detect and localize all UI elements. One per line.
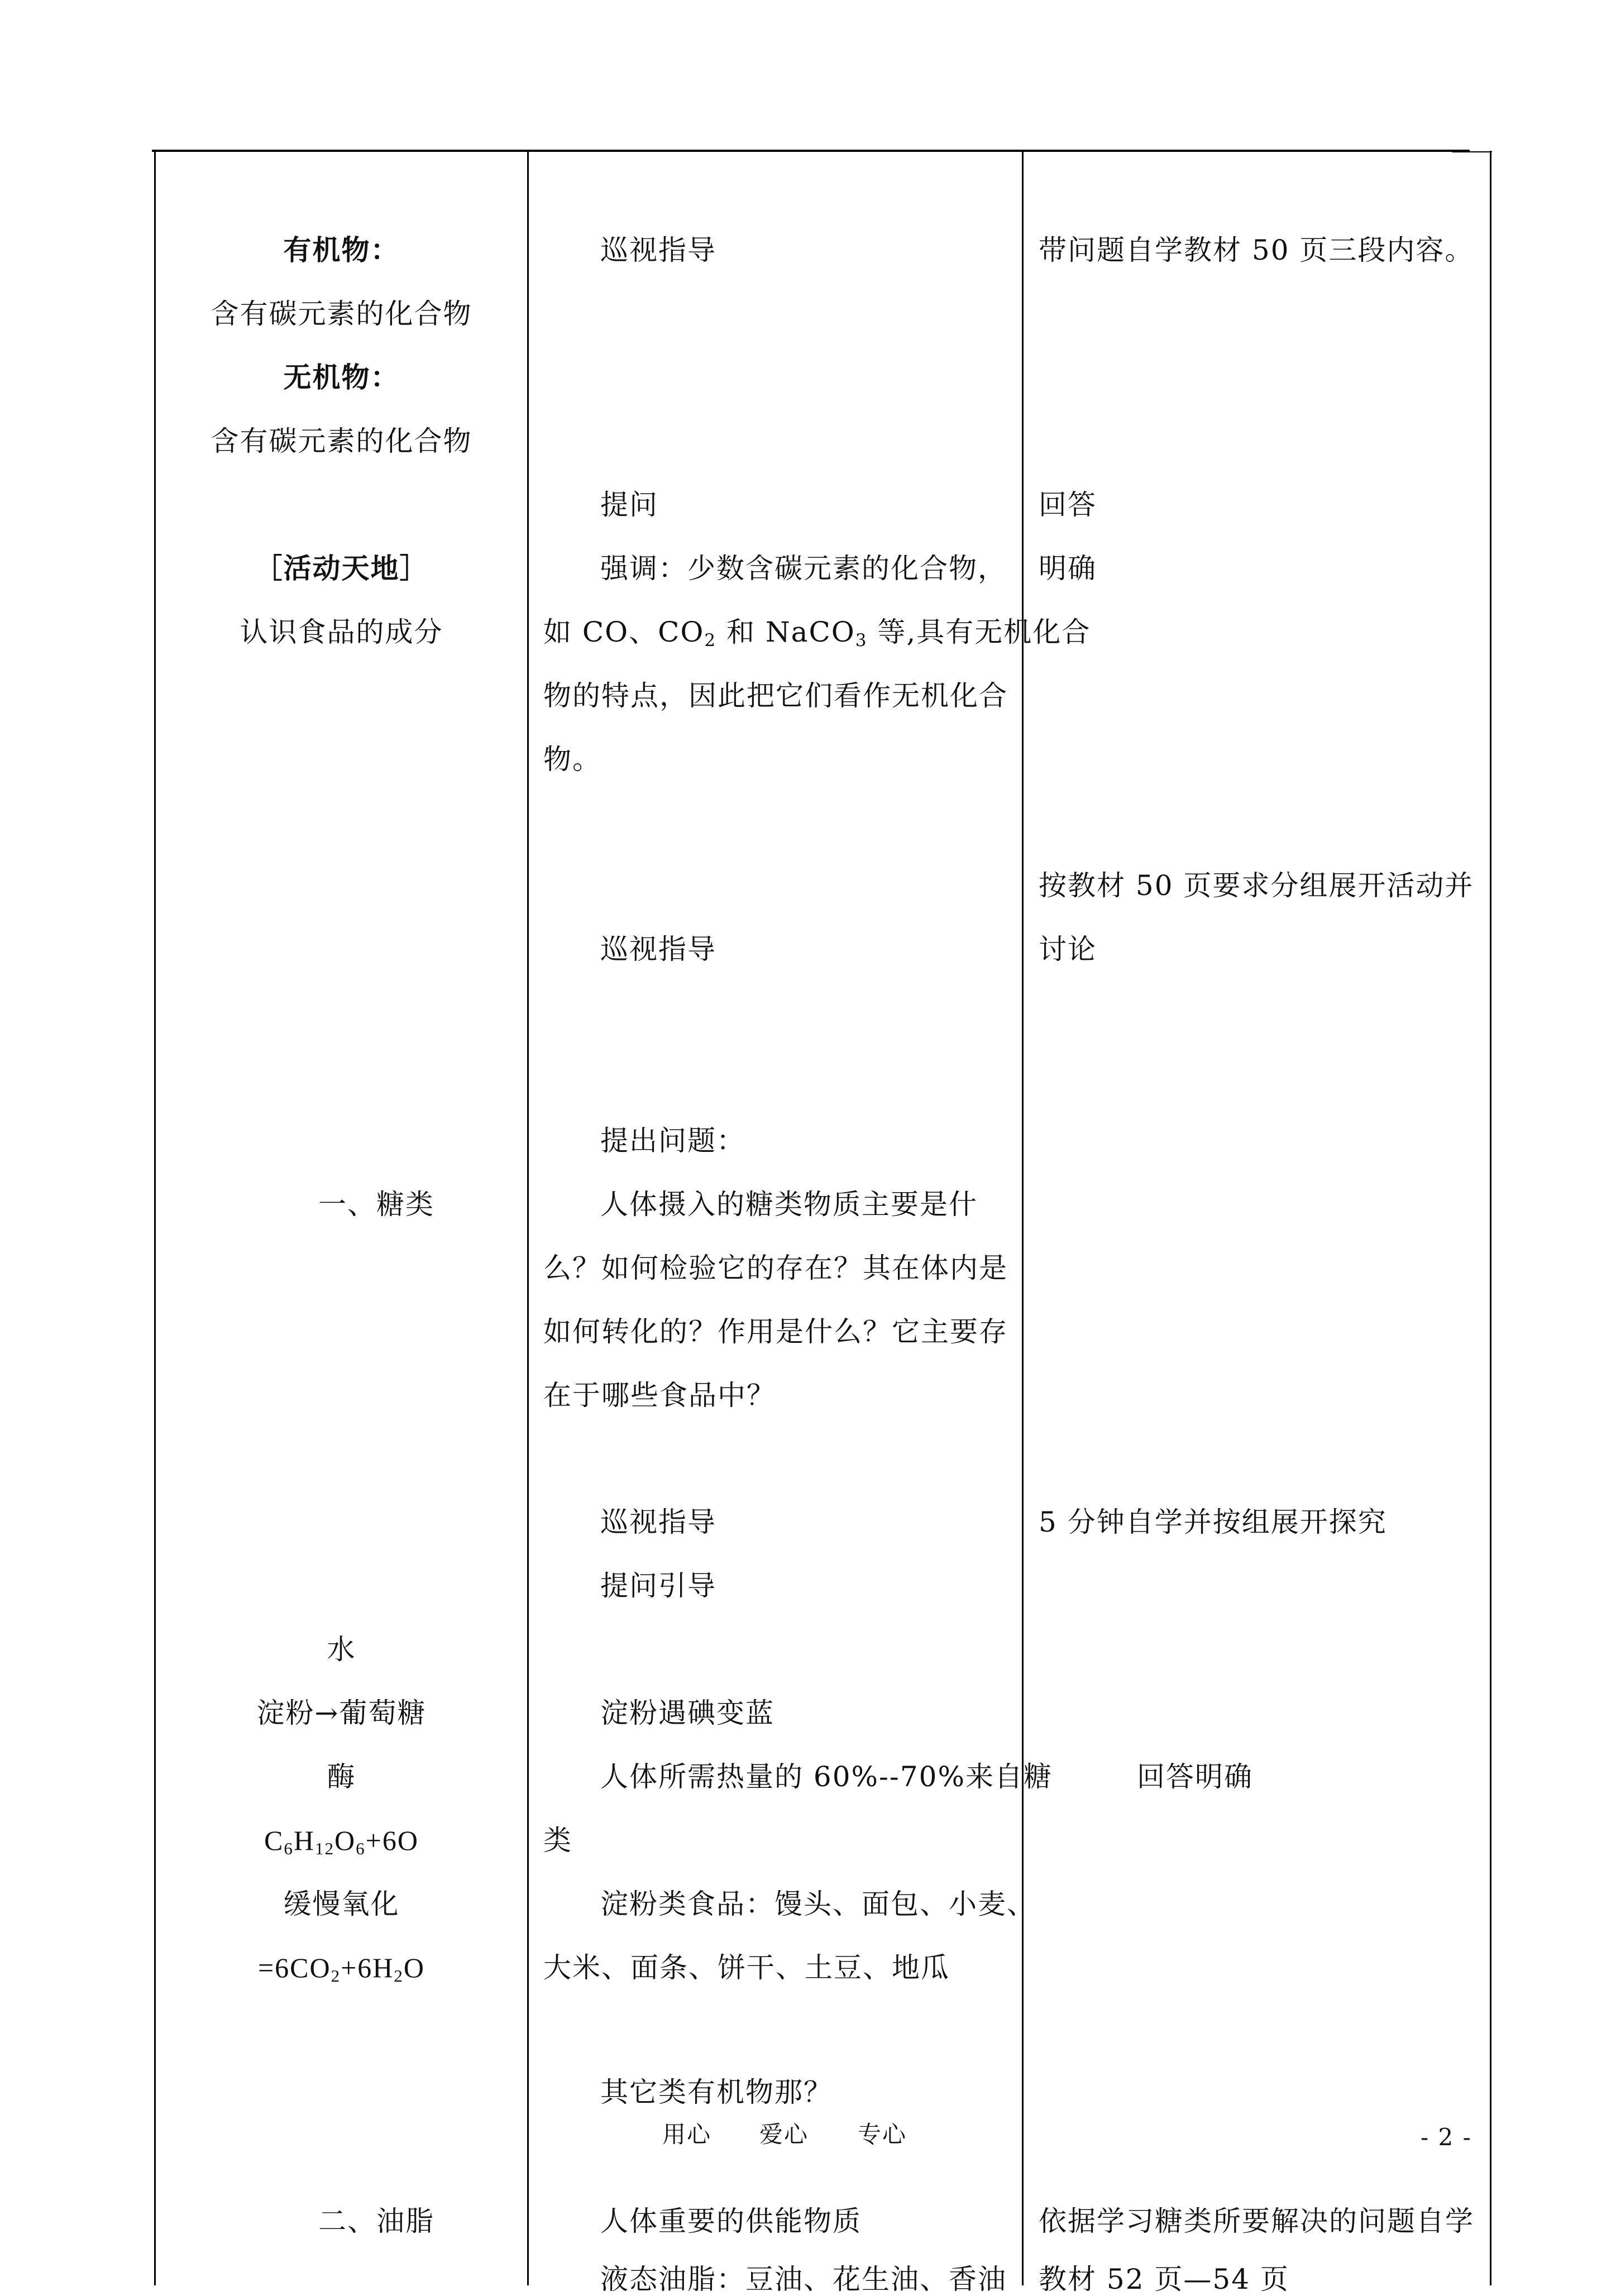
table-top-border [152,150,1470,152]
ask-guide: 提问引导 [600,1570,716,1602]
footer-motto-2: 爱心 [759,2121,809,2148]
group-activity-line-2: 讨论 [1039,933,1097,965]
fat-study-line-1: 依据学习糖类所要解决的问题自学 [1039,2205,1474,2237]
sugar-section-heading: 一、糖类 [318,1188,434,1221]
page-number: - 2 - [1421,2123,1472,2151]
oxidation-products-formula [156,1951,527,1984]
formula-oxygen: O [334,1825,356,1856]
fat-section-heading: 二、油脂 [318,2205,434,2237]
food-components-topic: 认识食品的成分 [240,616,443,648]
emphasis-line-4: 物。 [543,743,601,776]
emphasis-line-1: 强调：少数含碳元素的化合物， [600,552,1007,585]
group-activity-line-1: 按教材 50 页要求分组展开活动并 [1039,869,1474,902]
formula-subscript: 12 [315,1838,335,1858]
teacher-patrol-1: 巡视指导 [600,234,716,266]
question-line-4: 在于哪些食品中？ [543,1379,776,1412]
other-organic-question: 其它类有机物那？ [600,2076,833,2108]
inorganic-heading: 无机物： [283,361,400,394]
formula-h2o: +6H [341,1952,394,1983]
heat-source-line-2: 类 [543,1824,572,1857]
water-label: 水 [327,1633,356,1666]
organic-definition: 含有碳元素的化合物 [211,298,472,330]
student-explore: 5 分钟自学并按组展开探究 [1039,1506,1387,1538]
formula-subscript: 2 [331,1965,341,1986]
footer-motto-3: 专心 [858,2121,907,2148]
starch-iodine-note: 淀粉遇碘变蓝 [600,1697,774,1729]
teacher-patrol-2: 巡视指导 [600,933,716,965]
organic-heading: 有机物： [283,233,400,266]
student-answer-clarify: 回答明确 [1137,1761,1253,1793]
table-top-border-tail [1452,151,1492,152]
question-line-3: 如何转化的？作用是什么？它主要存 [543,1316,1008,1348]
formula-hydrogen: H [293,1825,315,1856]
student-self-study: 带问题自学教材 50 页三段内容。 [1039,234,1474,266]
starch-to-glucose: 淀粉→葡萄糖 [256,1697,427,1729]
energy-substance-note: 人体重要的供能物质 [600,2205,862,2237]
fat-study-line-2: 教材 52 页—54 页 [1039,2263,1289,2295]
student-answer: 回答 [1039,489,1097,521]
activity-heading: ［活动天地］ [254,552,429,585]
glucose-formula [156,1824,527,1857]
question-line-2: 么？如何检验它的存在？其在体内是 [543,1252,1008,1284]
emphasis-line-2: 如 CO、$CO_2$ 和 NaCO$_3$ 等,具有无机化合 [543,616,1091,650]
teacher-patrol-3: 巡视指导 [600,1506,716,1538]
heat-source-line-1: 人体所需热量的 60%--70%来自糖 [600,1761,1053,1793]
formula-subscript: 6 [356,1838,366,1858]
formula-co2: =6CO [257,1952,331,1983]
raise-question-label: 提出问题： [600,1125,745,1157]
teacher-ask: 提问 [600,489,658,521]
enzyme-label: 酶 [327,1761,356,1793]
formula-carbon: C [264,1825,284,1856]
starch-food-line-1: 淀粉类食品：馒头、面包、小麦、 [600,1888,1036,1920]
formula-subscript: 6 [284,1838,294,1858]
footer-motto-1: 用心 [662,2121,712,2148]
formula-subscript: 2 [394,1965,404,1986]
inorganic-definition: 含有碳元素的化合物 [211,425,472,457]
question-line-1: 人体摄入的糖类物质主要是什 [600,1188,978,1221]
column-divider-2 [1022,151,1024,2285]
table-right-border [1490,151,1491,2285]
formula-suffix: +6O [365,1825,419,1856]
student-clarify: 明确 [1039,552,1097,585]
emphasis-line-3: 物的特点，因此把它们看作无机化合 [543,680,1008,712]
slow-oxidation-label: 缓慢氧化 [283,1888,400,1920]
formula-suffix: O [403,1952,425,1983]
starch-food-line-2: 大米、面条、饼干、土豆、地瓜 [543,1951,950,1984]
liquid-oil-note: 液态油脂：豆油、花生油、香油 [600,2263,1007,2295]
